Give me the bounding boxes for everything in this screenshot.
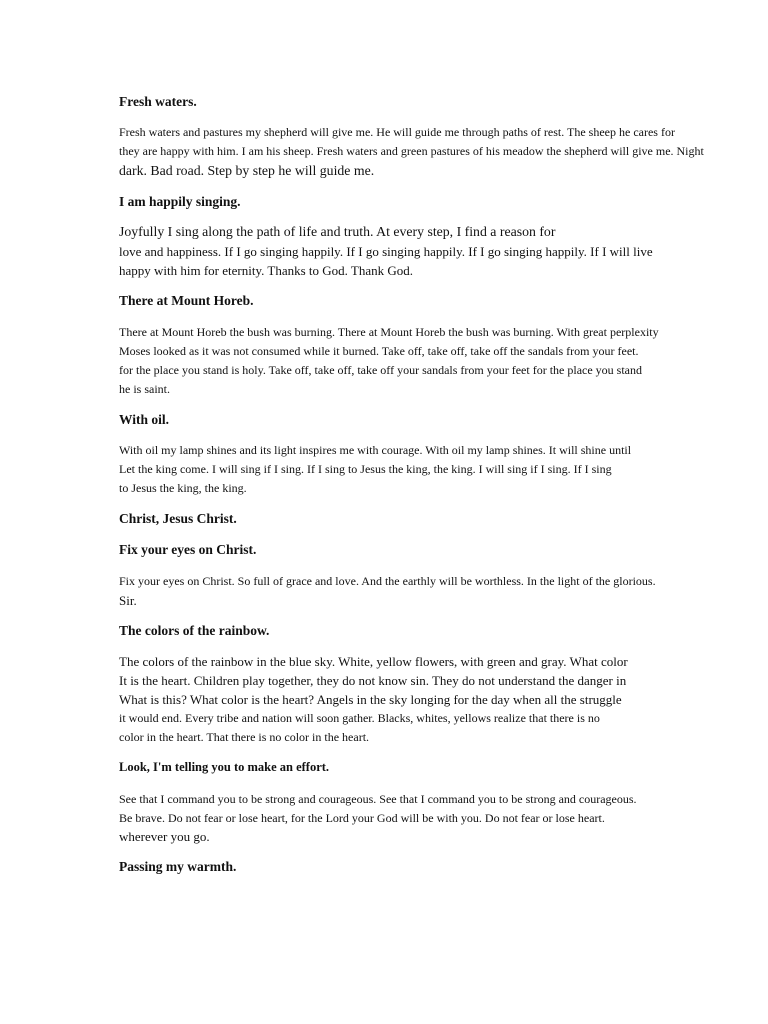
- body-line: Be brave. Do not fear or lose heart, for the Lord your God will be with you. Do not fear or lose heart.: [119, 811, 605, 825]
- body-line: See that I command you to be strong and courageous. See that I command you to be strong and courageous.: [119, 792, 637, 806]
- body-line: Fresh waters and pastures my shepherd will give me. He will guide me through paths of rest. The sheep he cares for: [119, 125, 675, 139]
- body-line: Joyfully I sing along the path of life and truth. At every step, I find a reason for: [119, 224, 556, 239]
- body-line: Moses looked as it was not consumed while it burned. Take off, take off, take off the sandals from your feet.: [119, 344, 639, 358]
- section-heading: With oil.: [119, 412, 170, 427]
- section-heading: Fresh waters.: [119, 94, 197, 109]
- body-line: What is this? What color is the heart? Angels in the sky longing for the day when all the struggle: [119, 692, 622, 707]
- section-heading: Fix your eyes on Christ.: [119, 542, 257, 557]
- body-line: It is the heart. Children play together, they do not know sin. They do not understand the danger in: [119, 673, 627, 688]
- body-line: wherever you go.: [119, 829, 210, 844]
- section-heading: Passing my warmth.: [119, 859, 237, 874]
- body-line: for the place you stand is holy. Take off, take off, take off your sandals from your feet for the place you stand: [119, 363, 643, 377]
- body-line: to Jesus the king, the king.: [119, 481, 247, 495]
- body-line: happy with him for eternity. Thanks to God. Thank God.: [119, 263, 414, 278]
- body-line: The colors of the rainbow in the blue sky. White, yellow flowers, with green and gray. What color: [119, 654, 628, 669]
- body-line: love and happiness. If I go singing happily. If I go singing happily. If I go singing happily. If I will live: [119, 244, 653, 259]
- section-heading: I am happily singing.: [119, 194, 241, 209]
- section-heading: The colors of the rainbow.: [119, 623, 270, 638]
- section-heading: There at Mount Horeb.: [119, 293, 254, 308]
- body-line: There at Mount Horeb the bush was burning. There at Mount Horeb the bush was burning. With great perplexity: [119, 325, 659, 339]
- body-line: color in the heart. That there is no color in the heart.: [119, 730, 370, 744]
- body-line: Let the king come. I will sing if I sing. If I sing to Jesus the king, the king. I will sing if I sing. If I sing: [119, 462, 612, 476]
- body-line: it would end. Every tribe and nation will soon gather. Blacks, whites, yellows realize that there is no: [119, 711, 600, 725]
- section-heading: Look, I'm telling you to make an effort.: [119, 760, 330, 774]
- body-line: he is saint.: [119, 382, 170, 396]
- body-line: With oil my lamp shines and its light inspires me with courage. With oil my lamp shines. It will shine until: [119, 443, 632, 457]
- body-line: they are happy with him. I am his sheep. Fresh waters and green pastures of his meadow the shepherd will give me. Night: [119, 144, 704, 158]
- body-line: dark. Bad road. Step by step he will guide me.: [119, 163, 375, 178]
- body-line: Sir.: [119, 593, 137, 608]
- body-line: Fix your eyes on Christ. So full of grace and love. And the earthly will be worthless. In the light of the glorious.: [119, 574, 656, 588]
- section-heading: Christ, Jesus Christ.: [119, 511, 237, 526]
